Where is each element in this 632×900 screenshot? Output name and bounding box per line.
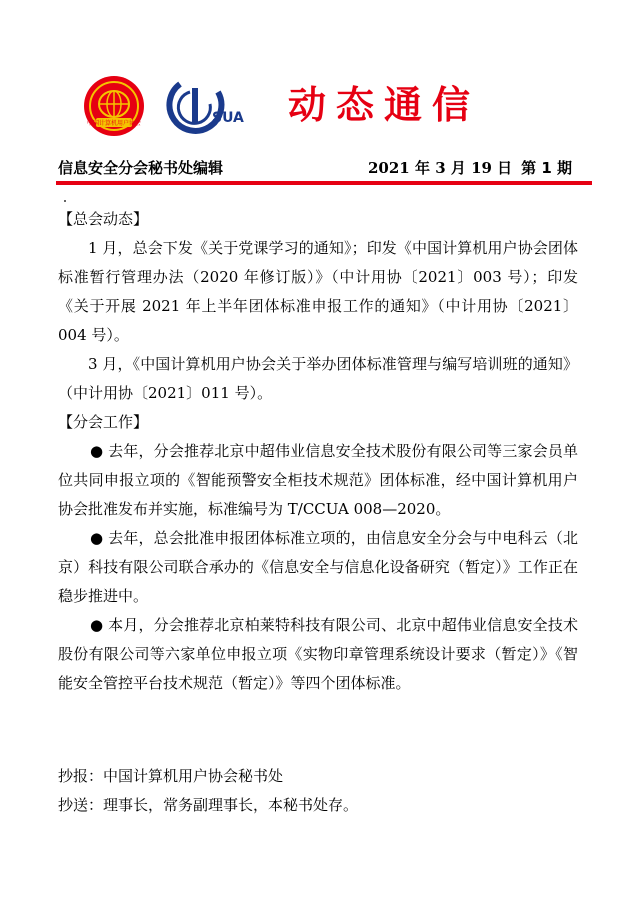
ccua-seal-logo [82, 74, 146, 138]
bullet-paragraph: ● 去年，分会推荐北京中超伟业信息安全技术股份有限公司等三家会员单位共同申报立项的《智能预警安全柜技术规范》团体标准，经中国计算机用户协会批准发布并实施，标准编号为 T/CCUA 008—2020。 [58, 442, 578, 518]
seal-logo-text: 中国计算机用户协会 [86, 120, 142, 127]
section-heading: 【分会工作】 [58, 413, 149, 431]
issue-date: 2021 年 3 月 19 日 [368, 159, 513, 177]
isua-logo-text: SUA [212, 110, 244, 126]
paragraph: 3 月，《中国计算机用户协会关于举办团体标准管理与编写培训班的通知》（中计用协〔2021〕011 号）。 [58, 355, 578, 402]
editor-line: 信息安全分会秘书处编辑 [58, 159, 224, 177]
section-heading: 【总会动态】 [58, 210, 149, 228]
isua-logo [160, 74, 244, 138]
bullet-paragraph: ● 去年，总会批准申报团体标准立项的，由信息安全分会与中电科云（北京）科技有限公司联合承办的《信息安全与信息化设备研究（暂定）》工作正在稳步推进中。 [58, 529, 578, 605]
distribution-footer [58, 762, 578, 820]
stray-mark [64, 200, 66, 202]
report-to-line: 抄报：中国计算机用户协会秘书处 [58, 767, 284, 785]
newsletter-body [58, 205, 578, 698]
paragraph: 1 月，总会下发《关于党课学习的通知》；印发《中国计算机用户协会团体标准暂行管理办法（2020 年修订版）》（中计用协〔2021〕003 号）；印发《关于开展 2021 年上半年团体标准申报工作的通知》（中计用协〔2021〕004 号）。 [58, 239, 578, 344]
bullet-paragraph: ● 本月，分会推荐北京柏莱特科技有限公司、北京中超伟业信息安全技术股份有限公司等六家单位申报立项《实物印章管理系统设计要求（暂定）》《智能安全管控平台技术规范（暂定）》等四个团体标准。 [58, 616, 578, 692]
masthead-title: 动态通信 [288, 83, 481, 127]
issue-number: 第 1 期 [521, 159, 572, 177]
red-divider [56, 181, 592, 185]
copy-to-line: 抄送：理事长，常务副理事长，本秘书处存。 [58, 796, 359, 814]
